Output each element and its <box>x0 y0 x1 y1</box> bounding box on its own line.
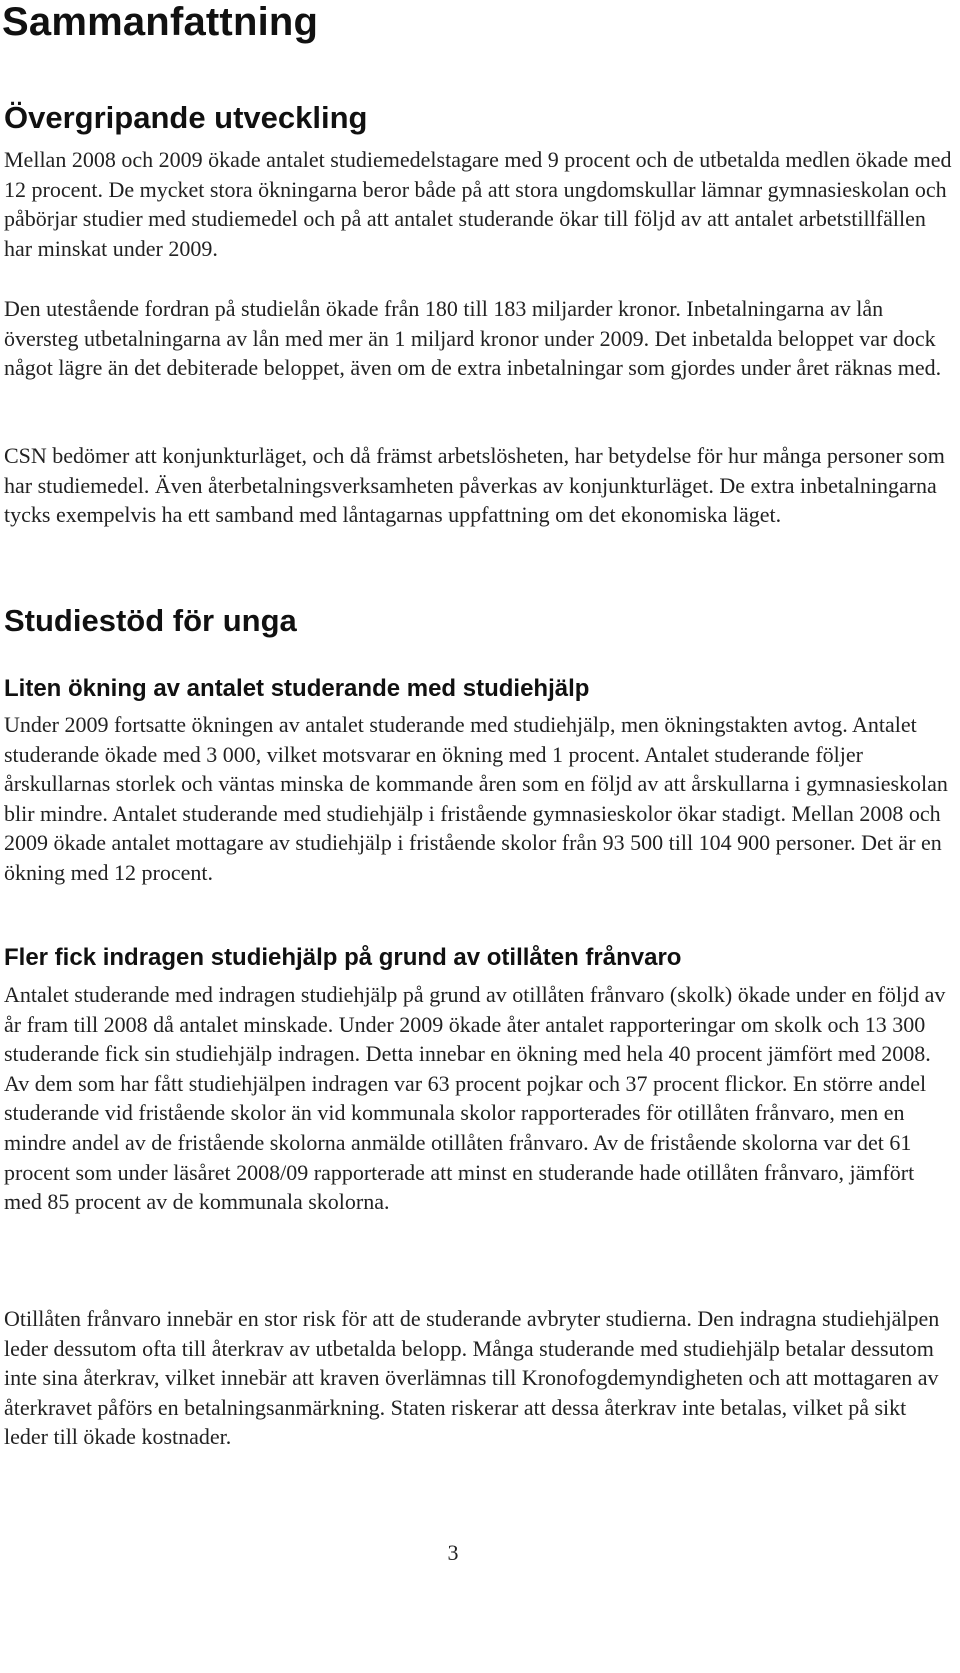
section-heading-overgripande: Övergripande utveckling <box>4 100 368 135</box>
subsection-heading-liten-okning: Liten ökning av antalet studerande med studiehjälp <box>4 675 590 702</box>
subsection-heading-indragen: Fler fick indragen studiehjälp på grund av otillåten frånvaro <box>4 944 682 971</box>
paragraph-indragen-2: Otillåten frånvaro innebär en stor risk för att de studerande avbryter studierna. Den indragna studiehjälpen leder dessutom ofta till återkrav av utbetalda belopp. Många studerande med studiehjälp betalar dessutom inte sina återkrav, vilket innebär att kraven överlämnas till Kronofogdemyndigheten och att mottagaren av återkravet påförs en betalningsanmärkning. Staten riskerar att dessa återkrav inte betalas, vilket på sikt leder till ökade kostnader. <box>4 1306 940 1450</box>
section-heading-studiestod: Studiestöd för unga <box>4 603 297 638</box>
page-number: 3 <box>447 1540 459 1565</box>
paragraph-overgripande-2: Den utestående fordran på studielån ökade från 180 till 183 miljarder kronor. Inbetalningarna av lån översteg utbetalningarna av lån med mer än 1 miljard kronor under 2009. Det inbetalda beloppet var dock något lägre än det debiterade beloppet, även om de extra inbetalningar som gjordes under året räknas med. <box>4 296 942 381</box>
paragraph-overgripande-1: Mellan 2008 och 2009 ökade antalet studiemedelstagare med 9 procent och de utbetalda medlen ökade med 12 procent. De mycket stora ökningarna beror både på att stora ungdomskullar lämnar gymnasieskolan och påbörjar studier med studiemedel och på att antalet studerande ökar till följd av att antalet arbetstillfällen har minskat under 2009. <box>4 147 952 261</box>
paragraph-indragen-1: Antalet studerande med indragen studiehjälp på grund av otillåten frånvaro (skolk) ökade under en följd av år fram till 2008 då antalet minskade. Under 2009 ökade åter antalet rapporteringar om skolk och 13 300 studerande fick sin studiehjälp indragen. Detta innebar en ökning med hela 40 procent jämfört med 2008. Av dem som har fått studiehjälpen indragen var 63 procent pojkar och 37 procent flickor. En större andel studerande vid fristående skolor än vid kommunala skolor rapporterades för otillåten frånvaro, men en mindre andel av de fristående skolorna anmälde otillåten frånvaro. Av de fristående skolorna var det 61 procent som under läsåret 2008/09 rapporterade att minst en studerande hade otillåten frånvaro, jämfört med 85 procent av de kommunala skolorna. <box>4 982 946 1215</box>
paragraph-overgripande-3: CSN bedömer att konjunkturläget, och då främst arbetslösheten, har betydelse för hur många personer som har studiemedel. Även återbetalningsverksamheten påverkas av konjunkturläget. De extra inbetalningarna tycks exempelvis ha ett samband med låntagarnas uppfattning om det ekonomiska läget. <box>4 443 945 528</box>
page-title: Sammanfattning <box>2 0 319 44</box>
paragraph-liten-okning-1: Under 2009 fortsatte ökningen av antalet studerande med studiehjälp, men ökningstakten avtog. Antalet studerande ökade med 3 000, vilket motsvarar en ökning med 1 procent. Antalet studerande följer årskullarnas storlek och väntas minska de kommande åren som en följd av att årskullarna i gymnasieskolan blir mindre. Antalet studerande med studiehjälp i fristående gymnasieskolor ökar stadigt. Mellan 2008 och 2009 ökade antalet mottagare av studiehjälp i fristående skolor från 93 500 till 104 900 personer. Det är en ökning med 12 procent. <box>4 712 948 885</box>
